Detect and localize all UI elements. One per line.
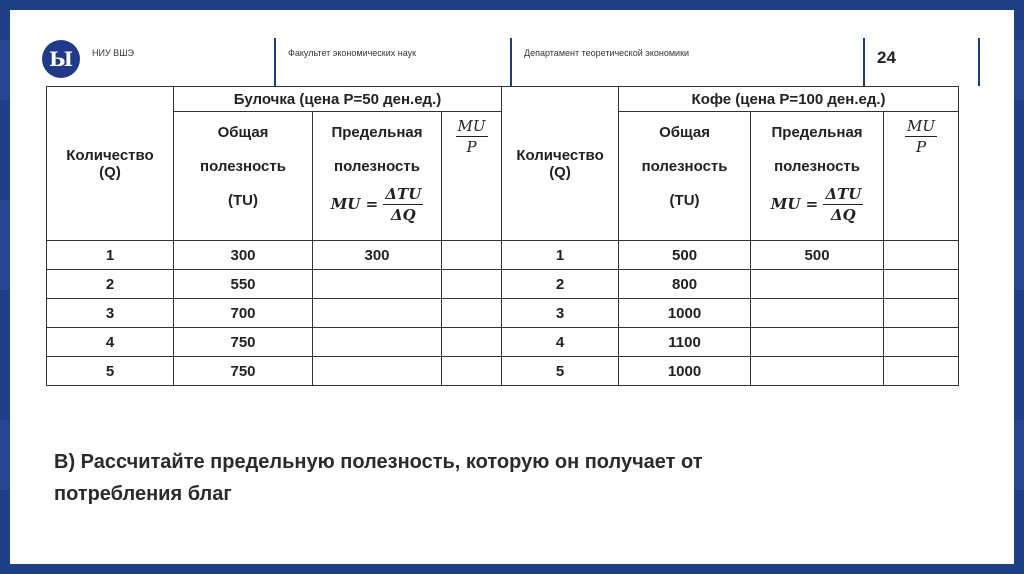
coffee-mu-cell (751, 357, 884, 386)
table-row (47, 328, 959, 357)
bun-mu-cell (313, 357, 442, 386)
header-divider (863, 38, 865, 86)
bun-mu-p-cell (442, 357, 502, 386)
coffee-quantity-cell: 5 (502, 357, 619, 386)
coffee-tu-cell: 1000 (619, 299, 751, 328)
bun-group-header: Булочка (цена P=50 ден.ед.) (174, 87, 502, 112)
task-line: потребления благ (54, 483, 232, 505)
header-divider (978, 38, 980, 86)
total-utility-header: Общая полезность (TU) (619, 112, 751, 241)
coffee-quantity-cell: 4 (502, 328, 619, 357)
faculty-name: Факультет экономических наук (288, 48, 417, 58)
header-divider (274, 38, 276, 86)
table-row (47, 241, 959, 270)
hse-logo-icon: Ы (42, 40, 80, 78)
page-number: 24 (877, 48, 896, 67)
header-divider (510, 38, 512, 86)
mu-over-p-formula: $\frac{MU}{P}$ (907, 117, 936, 156)
table-row (47, 357, 959, 386)
table-row (47, 299, 959, 328)
coffee-quantity-cell: 2 (502, 270, 619, 299)
coffee-mu-p-cell (884, 270, 959, 299)
bun-quantity-cell: 4 (47, 328, 174, 357)
coffee-mu-cell (751, 270, 884, 299)
bun-mu-cell (313, 270, 442, 299)
utility-table (46, 86, 959, 386)
bun-tu-cell: 700 (174, 299, 313, 328)
bun-quantity-cell: 3 (47, 299, 174, 328)
bun-mu-cell (313, 299, 442, 328)
total-utility-header: Общая полезность (TU) (174, 112, 313, 241)
mu-over-p-formula: $\frac{MU}{P}$ (457, 117, 486, 156)
bun-quantity-cell: 2 (47, 270, 174, 299)
bun-mu-p-cell (442, 270, 502, 299)
bun-mu-cell: 300 (313, 241, 442, 270)
coffee-tu-cell: 1100 (619, 328, 751, 357)
coffee-mu-cell (751, 328, 884, 357)
task-line: В) Рассчитайте предельную полезность, которую он получает от (54, 451, 703, 473)
coffee-mu-p-cell (884, 299, 959, 328)
mu-over-p-header (442, 112, 502, 241)
bun-quantity-cell: 5 (47, 357, 174, 386)
coffee-tu-cell: 800 (619, 270, 751, 299)
department-name: Департамент теоретической экономики (524, 48, 690, 58)
bun-mu-p-cell (442, 328, 502, 357)
coffee-tu-cell: 1000 (619, 357, 751, 386)
quantity-header: Количество (Q) (47, 87, 174, 241)
mu-formula: MU = $\frac{\text{ΔTU}}{\Delta Q}$ (770, 185, 862, 224)
marginal-utility-header: Предельная полезность MU = $\frac{\text{ΔTU}}{\Delta Q}$ (313, 112, 442, 241)
coffee-tu-cell: 500 (619, 241, 751, 270)
mu-formula: MU = $\frac{\text{ΔTU}}{\Delta Q}$ (330, 185, 422, 224)
org-name: НИУ ВШЭ (92, 48, 134, 58)
bun-tu-cell: 750 (174, 328, 313, 357)
coffee-mu-p-cell (884, 328, 959, 357)
coffee-mu-cell: 500 (751, 241, 884, 270)
bun-quantity-cell: 1 (47, 241, 174, 270)
bun-mu-cell (313, 328, 442, 357)
bun-tu-cell: 750 (174, 357, 313, 386)
coffee-quantity-cell: 1 (502, 241, 619, 270)
coffee-mu-p-cell (884, 357, 959, 386)
table-row (47, 270, 959, 299)
bun-mu-p-cell (442, 299, 502, 328)
quantity-header: Количество (Q) (502, 87, 619, 241)
coffee-mu-p-cell (884, 241, 959, 270)
coffee-group-header: Кофе (цена P=100 ден.ед.) (619, 87, 959, 112)
coffee-quantity-cell: 3 (502, 299, 619, 328)
coffee-mu-cell (751, 299, 884, 328)
marginal-utility-header: Предельная полезность MU = $\frac{\text{ΔTU}}{\Delta Q}$ (751, 112, 884, 241)
task-text (54, 446, 814, 510)
bun-tu-cell: 300 (174, 241, 313, 270)
bun-tu-cell: 550 (174, 270, 313, 299)
mu-over-p-header (884, 112, 959, 241)
bun-mu-p-cell (442, 241, 502, 270)
